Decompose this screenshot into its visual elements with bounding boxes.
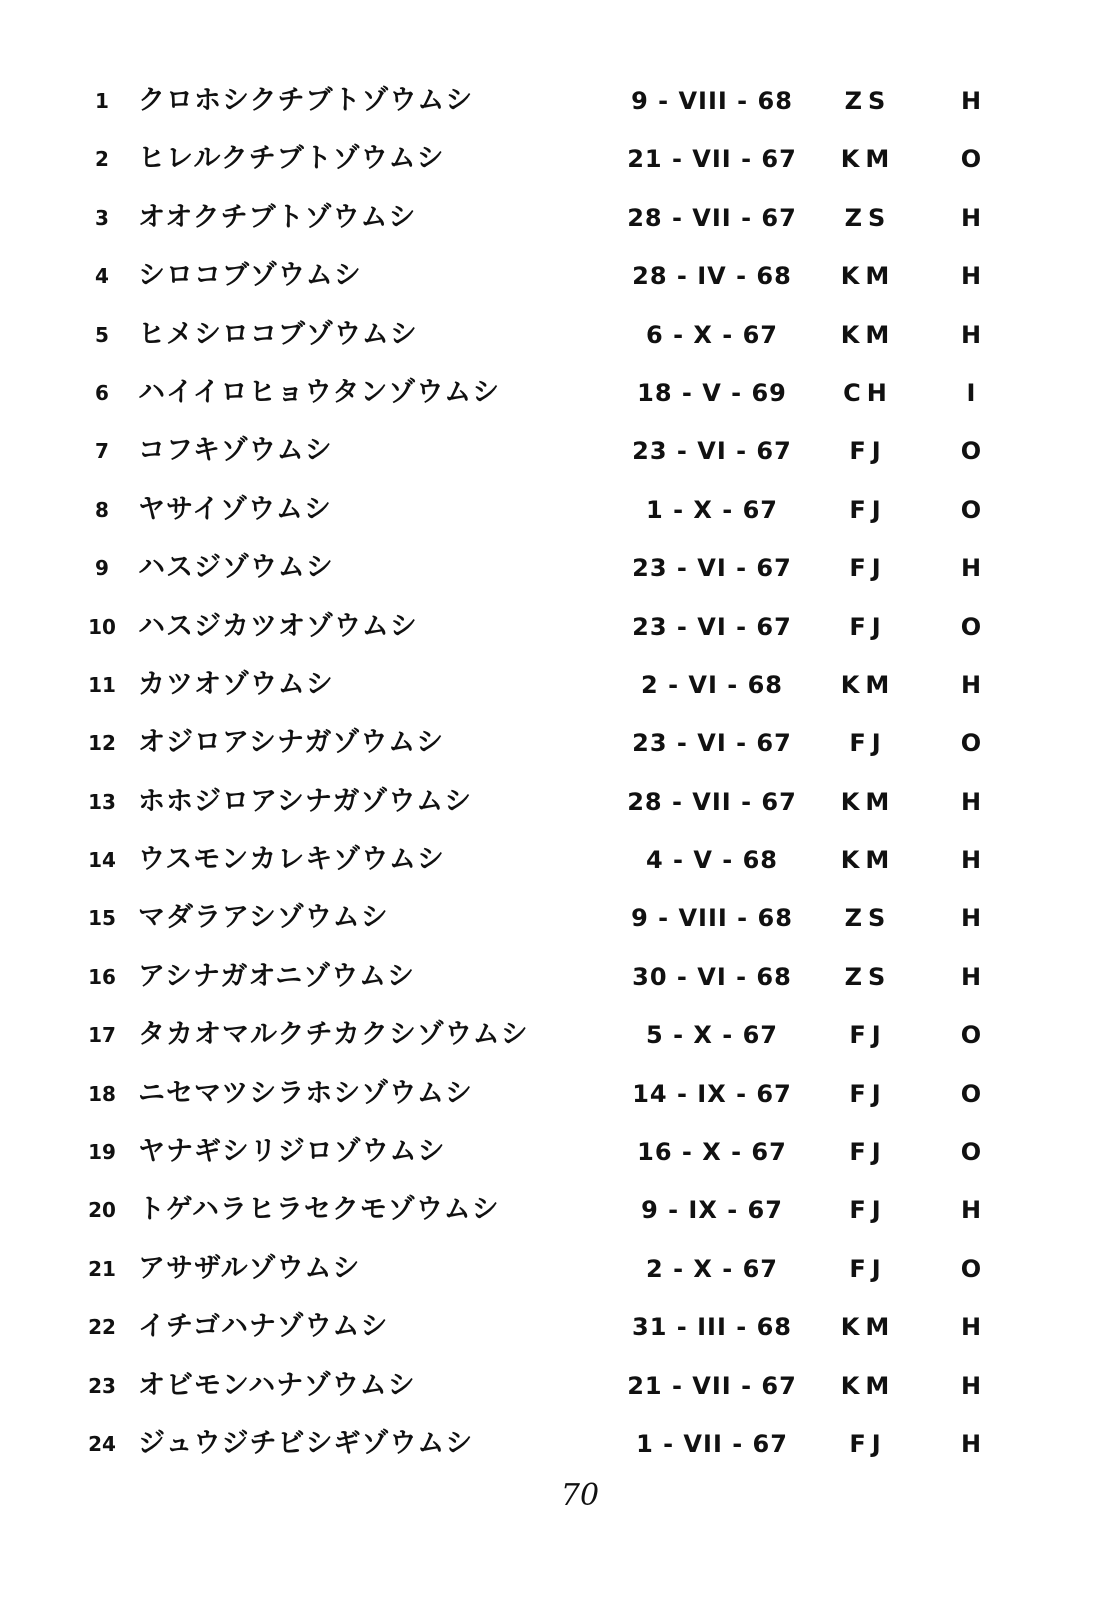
collection-date: 16 - X - 67: [637, 1138, 787, 1167]
status-code: O: [960, 1138, 982, 1167]
collector-code: FJ: [849, 1429, 887, 1458]
collection-date: 23 - VI - 67: [632, 612, 792, 641]
entry-number: 1: [95, 89, 109, 113]
list-item: [0, 831, 1100, 889]
species-name: マダラアシゾウムシ: [138, 902, 389, 934]
collector-code: FJ: [849, 1254, 887, 1283]
status-code: H: [960, 1313, 982, 1342]
status-code: H: [960, 262, 982, 291]
entry-number: 3: [95, 205, 109, 230]
collection-date: 28 - IV - 68: [632, 262, 792, 291]
list-item: [0, 539, 1100, 597]
collection-date: 28 - VII - 67: [627, 787, 797, 816]
list-item: [0, 189, 1100, 247]
collection-date: 28 - VII - 67: [627, 203, 797, 232]
collection-date: 9 - IX - 67: [641, 1196, 783, 1225]
list-item: [0, 889, 1100, 947]
entry-number: 23: [88, 1373, 116, 1398]
collection-date: 21 - VII - 67: [627, 145, 797, 174]
entry-number: 13: [88, 789, 116, 814]
status-code: H: [960, 203, 982, 232]
status-code: O: [960, 495, 982, 524]
entry-number: 7: [95, 439, 109, 464]
list-item: [0, 598, 1100, 656]
list-item: [0, 1240, 1100, 1298]
list-item: [0, 1357, 1100, 1415]
list-item: [0, 714, 1100, 772]
species-name: タカオマルクチカクシゾウムシ: [138, 1019, 529, 1051]
collector-code: ZS: [844, 87, 892, 115]
status-code: O: [960, 145, 982, 174]
collector-code: FJ: [849, 437, 887, 466]
list-item: [0, 773, 1100, 831]
collector-code: KM: [840, 145, 896, 174]
entry-number: 9: [95, 556, 109, 581]
collector-code: ZS: [844, 203, 892, 232]
entry-number: 10: [88, 614, 116, 639]
entry-number: 24: [88, 1431, 116, 1456]
species-name: ハイイロヒョウタンゾウムシ: [138, 376, 501, 408]
species-name: ヤナギシリジロゾウムシ: [138, 1136, 446, 1168]
status-code: H: [960, 962, 982, 991]
status-code: O: [960, 1254, 982, 1283]
status-code: I: [966, 378, 976, 407]
entry-number: 15: [88, 906, 116, 931]
collector-code: KM: [840, 320, 896, 349]
entry-number: 22: [88, 1315, 116, 1340]
species-name: クロホシクチブトゾウムシ: [138, 85, 474, 116]
collection-date: 23 - VI - 67: [632, 437, 792, 466]
species-name: オジロアシナガゾウムシ: [138, 727, 445, 759]
list-item: [0, 481, 1100, 539]
status-code: H: [960, 787, 982, 816]
collection-date: 31 - III - 68: [632, 1313, 792, 1342]
collection-date: 2 - X - 67: [646, 1254, 778, 1283]
collection-date: 18 - V - 69: [637, 378, 787, 407]
status-code: O: [960, 612, 982, 641]
list-item: [0, 1415, 1100, 1473]
species-name: ホホジロアシナガゾウムシ: [138, 785, 473, 817]
collector-code: KM: [840, 787, 896, 816]
list-item: [0, 1006, 1100, 1064]
collection-date: 5 - X - 67: [646, 1021, 778, 1050]
species-name: ニセマツシラホシゾウムシ: [138, 1077, 473, 1109]
species-name: ハスジカツオゾウムシ: [138, 610, 418, 642]
entry-number: 18: [88, 1081, 116, 1106]
collector-code: FJ: [849, 495, 887, 524]
list-item: [0, 1298, 1100, 1356]
status-code: H: [960, 320, 982, 349]
collection-date: 30 - VI - 68: [632, 962, 792, 991]
collector-code: FJ: [849, 1196, 887, 1225]
list-item: [0, 306, 1100, 364]
entry-number: 16: [88, 964, 116, 989]
list-item: [0, 364, 1100, 422]
collector-code: ZS: [844, 904, 892, 933]
list-item: [0, 130, 1100, 188]
status-code: H: [960, 1371, 982, 1400]
status-code: H: [960, 904, 982, 933]
entry-number: 12: [88, 731, 116, 756]
collection-date: 2 - VI - 68: [641, 670, 783, 699]
list-item: [0, 656, 1100, 714]
list-item: [0, 422, 1100, 480]
status-code: O: [960, 1079, 982, 1108]
list-item: [0, 247, 1100, 305]
species-name: イチゴハナゾウムシ: [138, 1311, 389, 1343]
species-name: ジュウジチビシギゾウムシ: [138, 1427, 474, 1459]
collector-code: FJ: [849, 554, 887, 583]
collector-code: FJ: [849, 1021, 887, 1050]
collector-code: KM: [840, 846, 896, 875]
collector-code: FJ: [849, 1138, 887, 1167]
entry-number: 11: [88, 672, 116, 697]
species-name: ハスジゾウムシ: [138, 552, 334, 584]
species-name: トゲハラヒラセクモゾウムシ: [138, 1194, 500, 1226]
collection-date: 14 - IX - 67: [632, 1079, 792, 1108]
species-name: カツオゾウムシ: [138, 668, 334, 700]
collector-code: FJ: [849, 1079, 887, 1108]
collector-code: CH: [843, 378, 893, 407]
species-name: オオクチブトゾウムシ: [138, 201, 417, 233]
species-name: アシナガオニゾウムシ: [138, 960, 416, 992]
collection-date: 1 - X - 67: [646, 495, 778, 524]
entry-number: 19: [88, 1140, 116, 1165]
status-code: H: [960, 1196, 982, 1225]
species-name: アサザルゾウムシ: [138, 1252, 361, 1284]
collection-date: 1 - VII - 67: [636, 1429, 788, 1458]
list-item: [0, 1181, 1100, 1239]
list-item: [0, 1123, 1100, 1181]
status-code: O: [960, 437, 982, 466]
status-code: H: [960, 87, 982, 115]
status-code: H: [960, 846, 982, 875]
species-name: コフキゾウムシ: [138, 435, 333, 467]
species-name: ウスモンカレキゾウムシ: [138, 844, 445, 876]
collector-code: KM: [840, 670, 896, 699]
list-item: [0, 1065, 1100, 1123]
page-number: 70: [560, 1478, 600, 1513]
entry-number: 17: [88, 1023, 116, 1048]
collector-code: KM: [840, 1371, 896, 1400]
status-code: H: [960, 554, 982, 583]
collector-code: ZS: [844, 962, 892, 991]
collection-date: 21 - VII - 67: [627, 1371, 797, 1400]
entry-number: 21: [88, 1256, 116, 1281]
entry-number: 5: [95, 322, 109, 347]
collection-date: 23 - VI - 67: [632, 554, 792, 583]
entry-number: 4: [95, 264, 109, 289]
species-name: オビモンハナゾウムシ: [138, 1369, 416, 1401]
entry-number: 2: [95, 147, 109, 172]
species-name: ヒレルクチブトゾウムシ: [138, 143, 445, 175]
list-item: [0, 948, 1100, 1006]
species-name: ヒメシロコブゾウムシ: [138, 318, 418, 350]
collector-code: KM: [840, 1313, 896, 1342]
entry-number: 20: [88, 1198, 116, 1223]
entry-number: 8: [95, 497, 109, 522]
species-name: シロコブゾウムシ: [138, 260, 362, 292]
status-code: H: [960, 670, 982, 699]
status-code: O: [960, 729, 982, 758]
collector-code: KM: [840, 262, 896, 291]
entry-number: 14: [88, 848, 116, 873]
collection-date: 6 - X - 67: [646, 320, 778, 349]
entry-number: 6: [95, 380, 109, 405]
status-code: O: [960, 1021, 982, 1050]
collection-date: 23 - VI - 67: [632, 729, 792, 758]
collection-date: 4 - V - 68: [645, 846, 778, 875]
collector-code: FJ: [849, 612, 887, 641]
status-code: H: [960, 1429, 982, 1458]
species-name: ヤサイゾウムシ: [138, 493, 332, 525]
collection-date: 9 - VIII - 68: [631, 87, 793, 115]
collector-code: FJ: [849, 729, 887, 758]
specimen-list: [0, 72, 1100, 1473]
collection-date: 9 - VIII - 68: [631, 904, 793, 933]
list-item: [0, 72, 1100, 130]
